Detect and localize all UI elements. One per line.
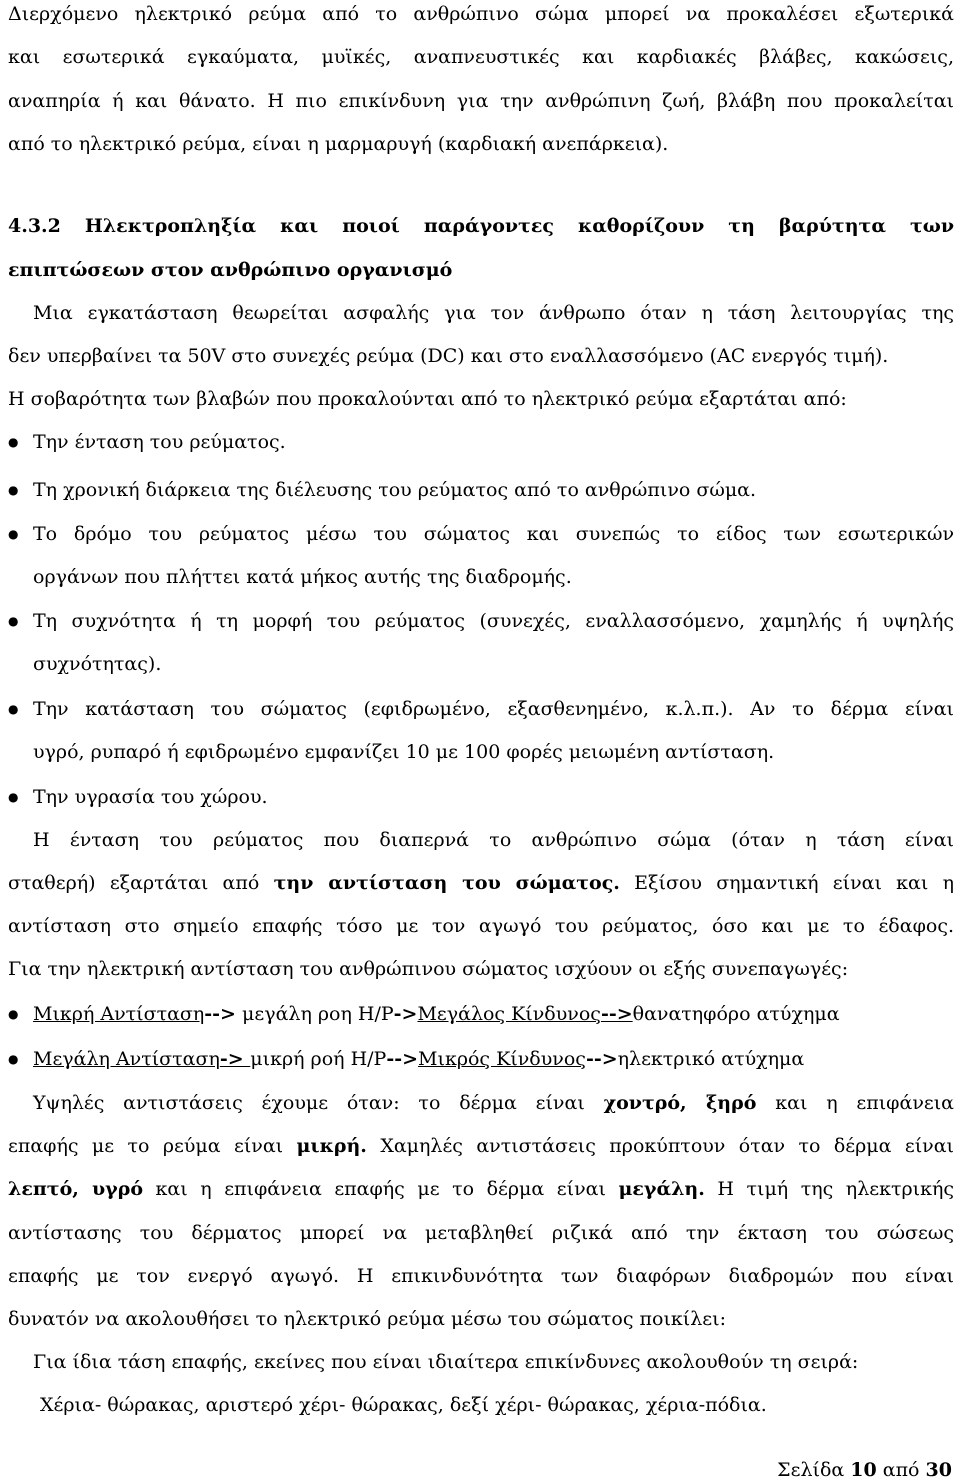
bullet-icon: ● [8, 483, 19, 497]
paragraph-line: αντίσταση στο σημείο επαφής τόσο με τον αγωγό του ρεύματος, όσο και με το έδαφος. [8, 915, 954, 937]
emphasis: την αντίσταση του σώματος. [273, 872, 620, 894]
paragraph-line: Διερχόμενο ηλεκτρικό ρεύμα από το ανθρώπινο σώμα μπορεί να προκαλέσει εξωτερικά [8, 3, 954, 25]
emphasis: λεπτό, υγρό [8, 1178, 144, 1200]
emphasis: μικρή. [296, 1135, 367, 1157]
paragraph-line: Η ένταση του ρεύματος που διαπερνά το ανθρώπινο σώμα (όταν η τάση είναι [33, 829, 954, 851]
paragraph-line: δυνατόν να ακολουθήσει το ηλεκτρικό ρεύμα μέσω του σώματος ποικίλει: [8, 1308, 726, 1330]
paragraph-line: και εσωτερικά εγκαύματα, μυϊκές, αναπνευστικές και καρδιακές βλάβες, κακώσεις, [8, 46, 954, 68]
paragraph-line: Για ίδια τάση επαφής, εκείνες που είναι ιδιαίτερα επικίνδυνες ακολουθούν τη σειρά: [33, 1351, 859, 1373]
bullet-icon: ● [8, 435, 19, 449]
list-item-continuation: οργάνων που πλήττει κατά μήκος αυτής της διαδρομής. [33, 566, 572, 588]
bullet-icon: ● [8, 790, 19, 804]
list-item: Μικρή Αντίσταση--> μεγάλη ροη Η/Ρ->Μεγάλος Κίνδυνος-->θανατηφόρο ατύχημα [33, 1003, 840, 1025]
bullet-icon: ● [8, 1007, 19, 1021]
paragraph-line: αντίστασης του δέρματος μπορεί να μεταβληθεί ριζικά από την έκταση του σώσεως [8, 1222, 954, 1244]
list-item-continuation: συχνότητας). [33, 653, 162, 675]
bullet-icon: ● [8, 527, 19, 541]
bullet-icon: ● [8, 614, 19, 628]
list-item: Μεγάλη Αντίσταση-> μικρή ροή Η/Ρ-->Μικρός Κίνδυνος-->ηλεκτρικό ατύχημα [33, 1048, 805, 1070]
section-heading: 4.3.2 Ηλεκτροπληξία και ποιοί παράγοντες καθορίζουν τη βαρύτητα των [8, 215, 954, 237]
page-footer: Σελίδα 10 από 30 [777, 1459, 952, 1481]
emphasis: μεγάλη. [618, 1178, 705, 1200]
bullet-icon: ● [8, 1052, 19, 1066]
list-item: Τη συχνότητα ή τη μορφή του ρεύματος (συνεχές, εναλλασσόμενο, χαμηλής ή υψηλής [33, 610, 954, 632]
list-item: Την ένταση του ρεύματος. [33, 431, 286, 453]
paragraph-line: Χέρια- θώρακας, αριστερό χέρι- θώρακας, δεξί χέρι- θώρακας, χέρια-πόδια. [40, 1394, 767, 1416]
paragraph-line: λεπτό, υγρό και η επιφάνεια επαφής με το δέρμα είναι μεγάλη. Η τιμή της ηλεκτρικής [8, 1178, 954, 1200]
paragraph-line: από το ηλεκτρικό ρεύμα, είναι η μαρμαρυγή (καρδιακή ανεπάρκεια). [8, 133, 669, 155]
section-heading: επιπτώσεων στον ανθρώπινο οργανισμό [8, 259, 453, 281]
list-item-continuation: υγρό, ρυπαρό ή εφιδρωμένο εμφανίζει 10 με 100 φορές μειωμένη αντίσταση. [33, 741, 775, 763]
list-item: Την κατάσταση του σώματος (εφιδρωμένο, εξασθενημένο, κ.λ.π.). Αν το δέρμα είναι [33, 698, 954, 720]
paragraph-line: Για την ηλεκτρική αντίσταση του ανθρώπινου σώματος ισχύουν οι εξής συνεπαγωγές: [8, 958, 849, 980]
list-item: Τη χρονική διάρκεια της διέλευσης του ρεύματος από το ανθρώπινο σώμα. [33, 479, 757, 501]
paragraph-line: επαφής με τον ενεργό αγωγό. Η επικινδυνότητα των διαφόρων διαδρομών που είναι [8, 1265, 954, 1287]
page-number: 10 [850, 1459, 877, 1481]
paragraph-line: Η σοβαρότητα των βλαβών που προκαλούνται από το ηλεκτρικό ρεύμα εξαρτάται από: [8, 388, 847, 410]
paragraph-line: Υψηλές αντιστάσεις έχουμε όταν: το δέρμα είναι χοντρό, ξηρό και η επιφάνεια [33, 1092, 954, 1114]
paragraph-line: σταθερή) εξαρτάται από την αντίσταση του σώματος. Εξίσου σημαντική είναι και η [8, 872, 954, 894]
page-total: 30 [925, 1459, 952, 1481]
list-item: Το δρόμο του ρεύματος μέσω του σώματος και συνεπώς το είδος των εσωτερικών [33, 523, 954, 545]
paragraph-line: Μια εγκατάσταση θεωρείται ασφαλής για τον άνθρωπο όταν η τάση λειτουργίας της [33, 302, 954, 324]
emphasis: χοντρό, ξηρό [603, 1092, 757, 1114]
list-item: Την υγρασία του χώρου. [33, 786, 268, 808]
paragraph-line: επαφής με το ρεύμα είναι μικρή. Χαμηλές αντιστάσεις προκύπτουν όταν το δέρμα είναι [8, 1135, 954, 1157]
paragraph-line: δεν υπερβαίνει τα 50V στο συνεχές ρεύμα (DC) και στο εναλλασσόμενο (AC ενεργός τιμή). [8, 345, 889, 367]
paragraph-line: αναπηρία ή και θάνατο. Η πιο επικίνδυνη για την ανθρώπινη ζωή, βλάβη που προκαλείται [8, 90, 954, 112]
bullet-icon: ● [8, 702, 19, 716]
